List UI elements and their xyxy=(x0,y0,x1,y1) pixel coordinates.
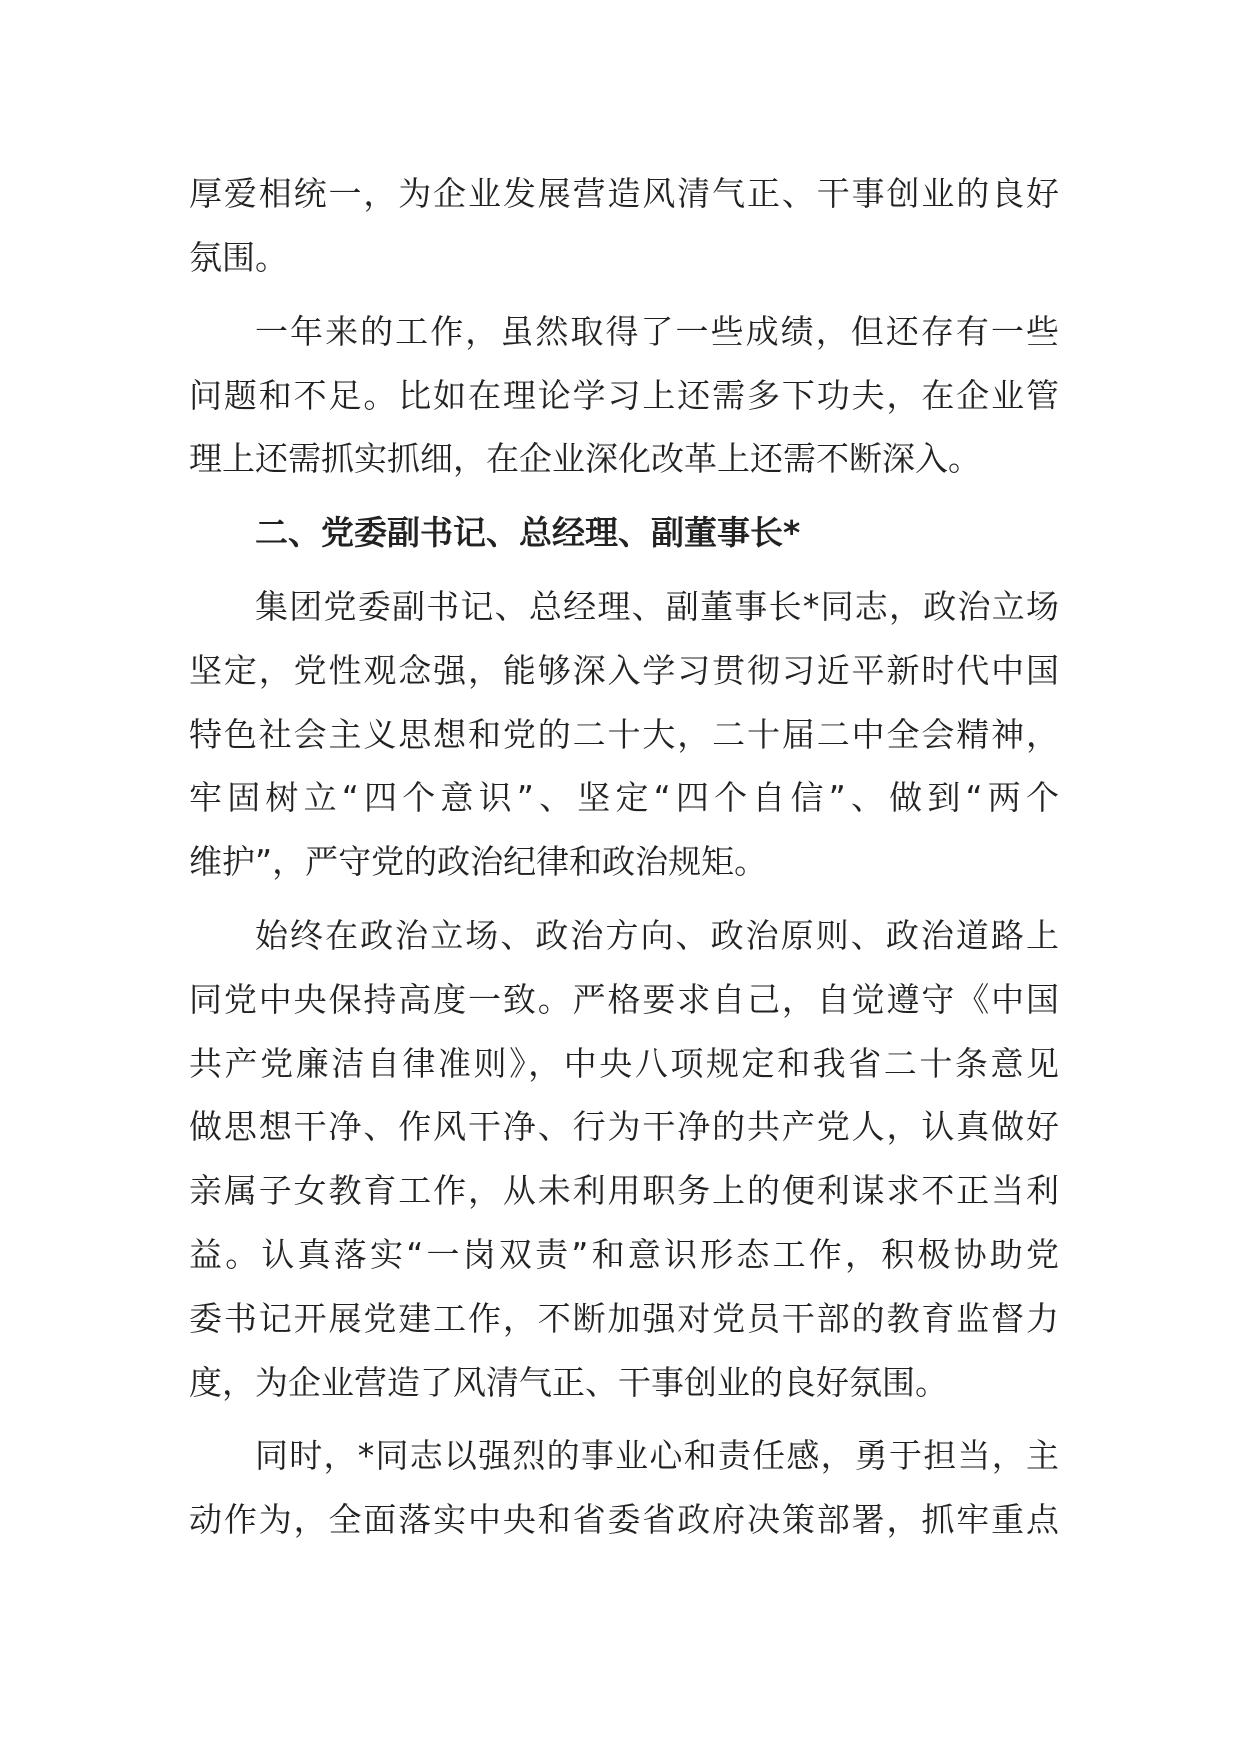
text-line: 做思想干净、作风干净、行为干净的共产党人，认真做好 xyxy=(189,1107,1059,1146)
text-line: 动作为，全面落实中央和省委省政府决策部署，抓牢重点 xyxy=(189,1500,1059,1539)
text-line: 问题和不足。比如在理论学习上还需多下功夫，在企业管 xyxy=(189,376,1059,415)
text-line: 坚定，党性观念强，能够深入学习贯彻习近平新时代中国 xyxy=(189,651,1059,690)
text-line: 委书记开展党建工作，不断加强对党员干部的教育监督力 xyxy=(189,1299,1059,1338)
text-line: 同时，*同志以强烈的事业心和责任感，勇于担当，主 xyxy=(255,1436,1059,1475)
text-line: 亲属子女教育工作，从未利用职务上的便利谋求不正当利 xyxy=(189,1171,1059,1210)
text-line: 特色社会主义思想和党的二十大，二十届二中全会精神， xyxy=(189,715,1059,754)
text-line: 集团党委副书记、总经理、副董事长*同志，政治立场 xyxy=(255,587,1059,626)
text-line: 度，为企业营造了风清气正、干事创业的良好氛围。 xyxy=(189,1363,948,1402)
text-line: 共产党廉洁自律准则》，中央八项规定和我省二十条意见 xyxy=(189,1044,1059,1083)
text-line: 维护”，严守党的政治纪律和政治规矩。 xyxy=(189,842,768,881)
text-line: 牢固树立“四个意识”、坚定“四个自信”、做到“两个 xyxy=(189,778,1059,817)
text-line: 氛围。 xyxy=(189,238,288,277)
text-line: 一年来的工作，虽然取得了一些成绩，但还存有一些 xyxy=(255,312,1059,351)
text-line: 厚爱相统一，为企业发展营造风清气正、干事创业的良好 xyxy=(189,174,1059,213)
text-line: 同党中央保持高度一致。严格要求自己，自觉遵守《中国 xyxy=(189,980,1059,1019)
text-line: 益。认真落实“一岗双责”和意识形态工作，积极协助党 xyxy=(189,1235,1059,1274)
text-line: 始终在政治立场、政治方向、政治原则、政治道路上 xyxy=(255,916,1059,955)
text-line: 理上还需抓实抓细，在企业深化改革上还需不断深入。 xyxy=(189,439,981,478)
section-heading: 二、党委副书记、总经理、副董事长* xyxy=(255,513,801,552)
